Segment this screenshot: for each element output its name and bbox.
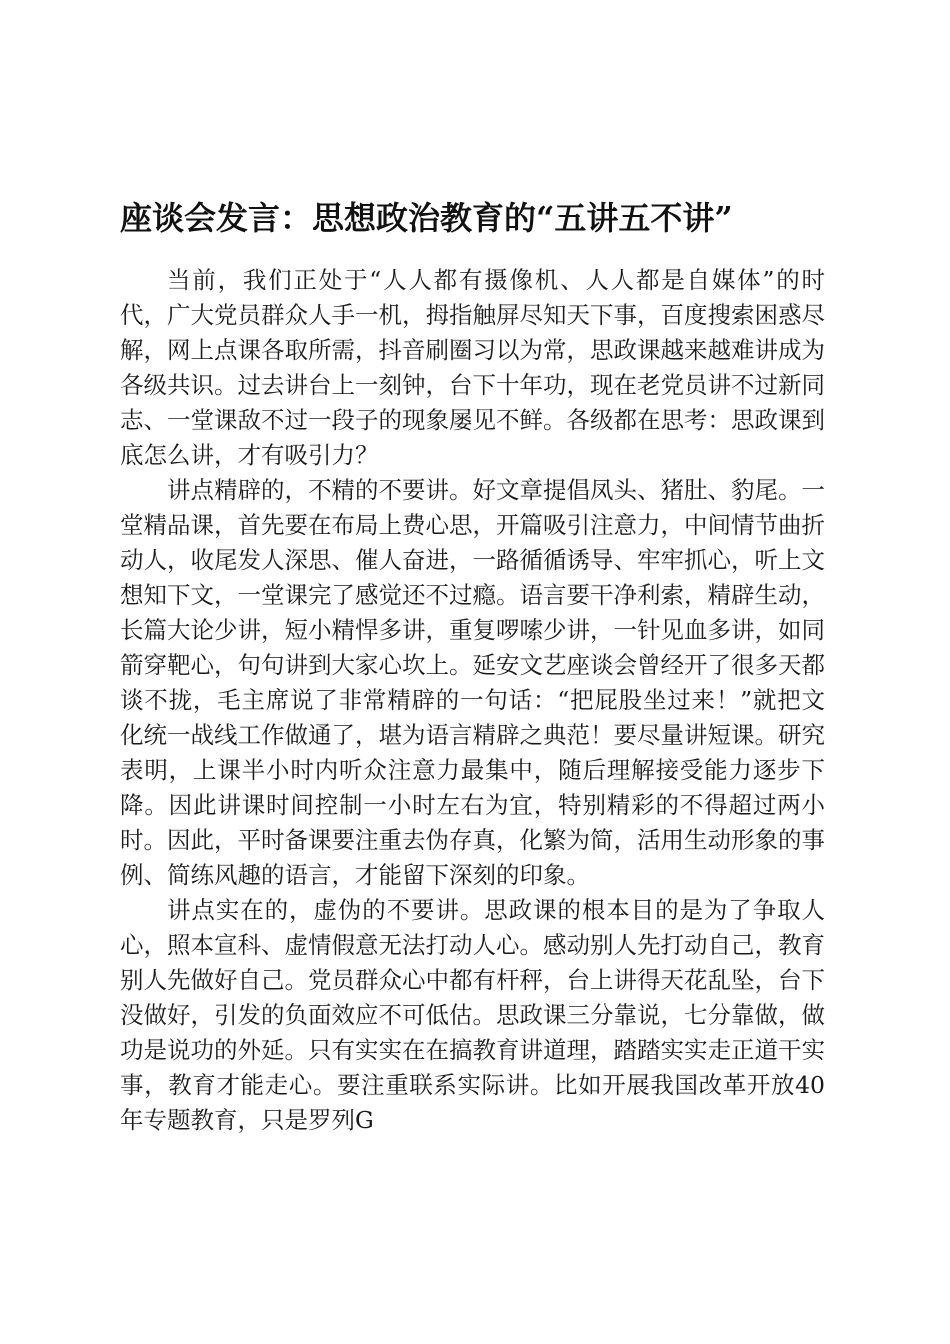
paragraph-intro: 当前，我们正处于“人人都有摄像机、人人都是自媒体”的时代，广大党员群众人手一机，拇指触屏尽知天下事，百度搜索困惑尽解，网上点课各取所需，抖音刷圈习以为常，思政课越来越难讲成为各级共识。过去讲台上一刻钟，台下十年功，现在老党员讲不过新同志、一堂课敌不过一段子的现象屡见不鲜。各级都在思考：思政课到底怎么讲，才有吸引力？ bbox=[120, 266, 825, 469]
document-title: 座谈会发言：思想政治教育的“五讲五不讲” bbox=[120, 199, 733, 237]
paragraph-concise: 讲点精辟的，不精的不要讲。好文章提倡凤头、猪肚、豹尾。一堂精品课，首先要在布局上费心思，开篇吸引注意力，中间情节曲折动人，收尾发人深思、催人奋进，一路循循诱导、牢牢抓心，听上文想知下文，一堂课完了感觉还不过瘾。语言要干净利索，精辟生动，长篇大论少讲，短小精悍多讲，重复啰嗦少讲，一针见血多讲，如同箭穿靶心，句句讲到大家心坎上。延安文艺座谈会曾经开了很多天都谈不拢，毛主席说了非常精辟的一句话：“把屁股坐过来！”就把文化统一战线工作做通了，堪为语言精辟之典范！要尽量讲短课。研究表明，上课半小时内听众注意力最集中，随后理解接受能力逐步下降。因此讲课时间控制一小时左右为宜，特别精彩的不得超过两小时。因此，平时备课要注重去伪存真，化繁为简，活用生动形象的事例、简练风趣的语言，才能留下深刻的印象。 bbox=[120, 476, 825, 889]
paragraph-practical: 讲点实在的，虚伪的不要讲。思政课的根本目的是为了争取人心，照本宣科、虚情假意无法打动人心。感动别人先打动自己，教育别人先做好自己。党员群众心中都有杆秤，台上讲得天花乱坠，台下没做好，引发的负面效应不可低估。思政课三分靠说，七分靠做，做功是说功的外延。只有实实在在搞教育讲道理，踏踏实实走正道干实事，教育才能走心。要注重联系实际讲。比如开展我国改革开放40年专题教育，只是罗列G bbox=[120, 896, 825, 1134]
document-body bbox=[120, 263, 825, 1138]
